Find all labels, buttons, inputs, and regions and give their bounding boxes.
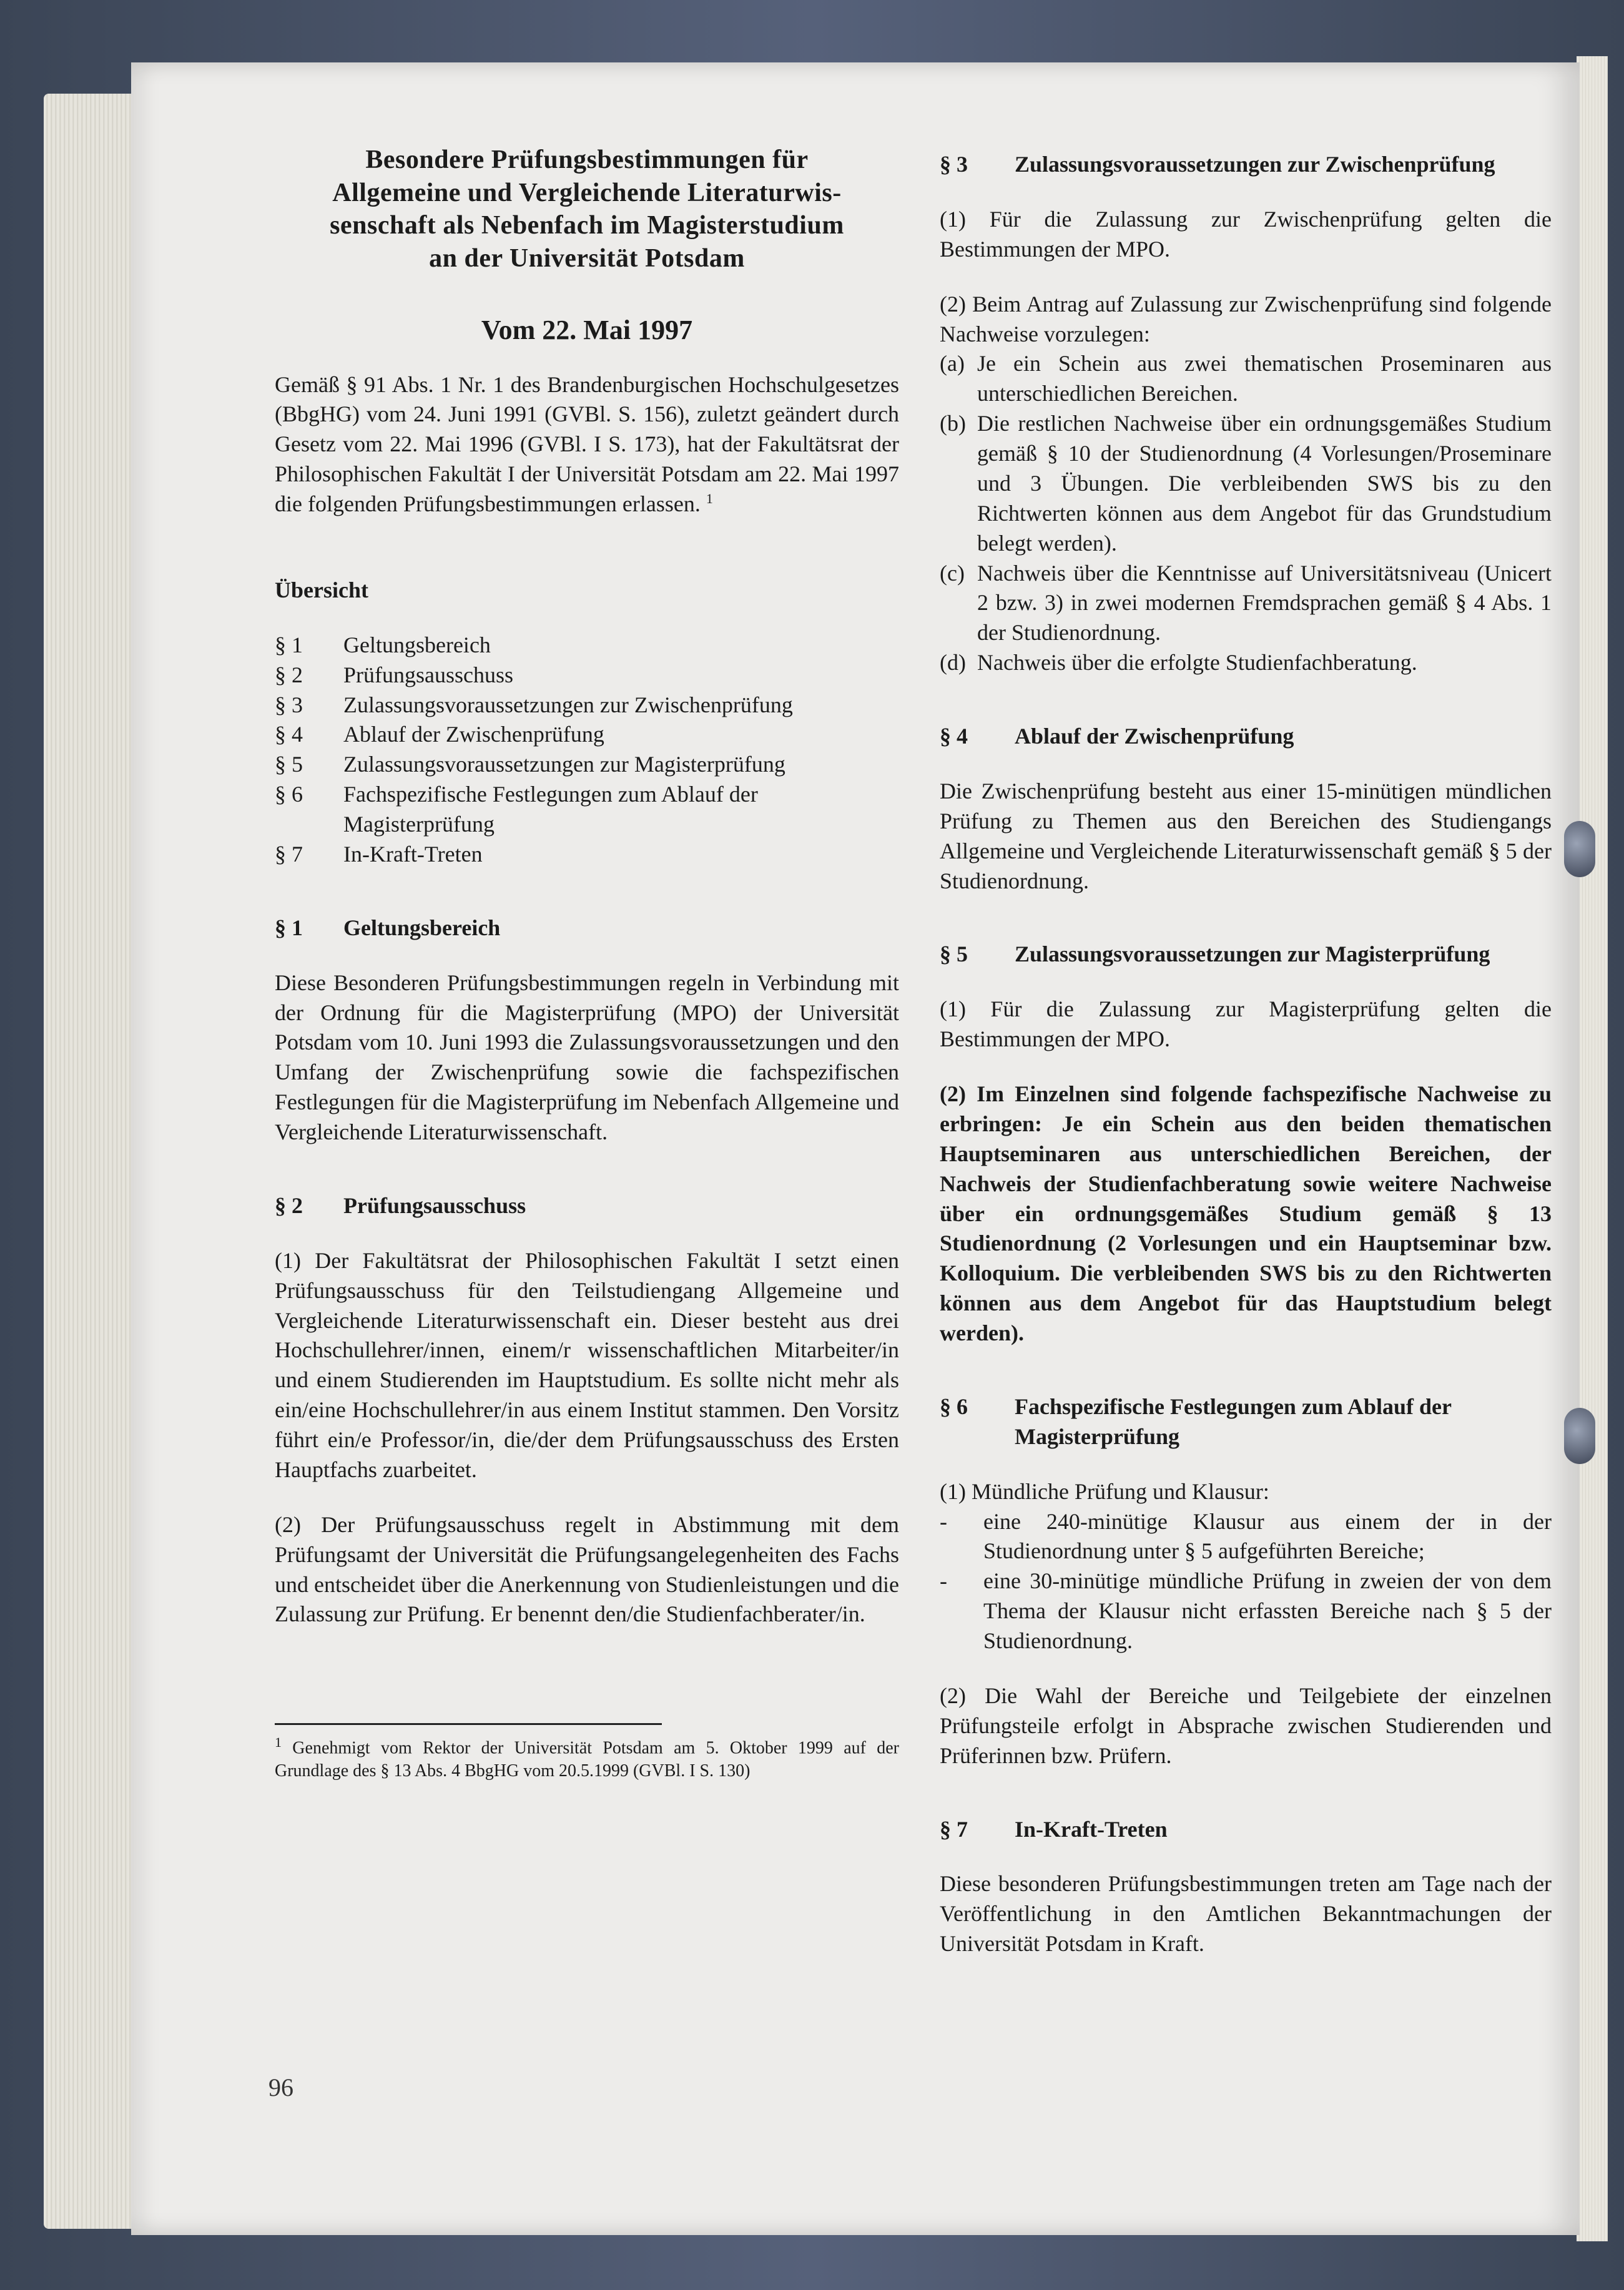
list-item: (a) Je ein Schein aus zwei thematischen Proseminaren aus unterschiedlichen Bereichen. bbox=[940, 351, 1552, 406]
list-item: (d) Nachweis über die erfolgte Studienfachberatung. bbox=[940, 650, 1417, 676]
list-item: (b) Die restlichen Nachweise über ein ordnungsgemäßes Studium gemäß § 10 der Studienordnung (4 Vorlesungen/Proseminare und 3 Übungen. Die verbleibenden SWS bis zu den Richtwerten können aus dem Angebot für das Grundstudium belegt werden). bbox=[940, 411, 1552, 556]
document-date: Vom 22. Mai 1997 bbox=[481, 315, 693, 345]
footnote-divider bbox=[275, 1723, 662, 1725]
toc-item: § 5 Zulassungsvoraussetzungen zur Magisterprüfung bbox=[275, 752, 785, 777]
section-4-text: Die Zwischenprüfung besteht aus einer 15-minütigen mündlichen Prüfung zu Themen aus den Bereichen des Studiengangs Allgemeine und Vergleichende Literaturwissenschaft gemäß § 5 der Studienordnung. bbox=[940, 778, 1552, 893]
toc-item: § 1 Geltungsbereich bbox=[275, 632, 491, 657]
section-7-text: Diese besonderen Prüfungsbestimmungen treten am Tage nach der Veröffentlichung in den Amtlichen Bekanntmachungen der Universität Potsdam in Kraft. bbox=[940, 1871, 1552, 1957]
right-column bbox=[940, 150, 1552, 1959]
toc-title: Übersicht bbox=[275, 577, 368, 602]
toc-item: § 6 Fachspezifische Festlegungen zum Ablauf der Magisterprüfung bbox=[275, 782, 758, 837]
list-item: - eine 30-minütige mündliche Prüfung in zweien der von dem Thema der Klausur nicht erfassten Bereiche nach § 5 der Studienordnung. bbox=[940, 1568, 1552, 1653]
section-2-paragraph-2: (2) Der Prüfungsausschuss regelt in Abstimmung mit dem Prüfungsamt der Universität die Prüfungsangelegenheiten des Fachs und entscheidet über die Anerkennung von Studienleistungen und die Zulassung zur Prüfung. Er benennt den/die Studienfachberater/in. bbox=[275, 1511, 899, 1627]
section-3-paragraph-1: (1) Für die Zulassung zur Zwischenprüfung gelten die Bestimmungen der MPO. bbox=[940, 206, 1552, 262]
toc-item: § 4 Ablauf der Zwischenprüfung bbox=[275, 722, 604, 747]
list-item: (c) Nachweis über die Kenntnisse auf Universitätsniveau (Unicert 2 bzw. 3) in zwei modernen Fremdsprachen gemäß § 4 Abs. 1 der Studienordnung. bbox=[940, 560, 1552, 646]
toc-item: § 7 In-Kraft-Treten bbox=[275, 841, 483, 867]
section-6-paragraph-2: (2) Die Wahl der Bereiche und Teilgebiete der einzelnen Prüfungsteile erfolgt in Absprache zwischen Studierenden und Prüferinnen bzw. Prüfern. bbox=[940, 1683, 1552, 1768]
section-2-paragraph-1: (1) Der Fakultätsrat der Philosophischen Fakultät I setzt einen Prüfungsausschuss für den Teilstudiengang Allgemeine und Vergleichende Literaturwissenschaft ein. Dieser besteht aus drei Hochschullehrer/innen, einem/r wissenschaftlichen Mitarbeiter/in und einem Studierenden im Hauptstudium. Es sollte nicht mehr als ein/eine Hochschullehrer/in aus einem Institut stammen. Den Vorsitz führt ein/e Professor/in, die/der dem Prüfungsausschuss des Ersten Hauptfachs zuarbeitet. bbox=[275, 1247, 899, 1482]
section-7-heading: § 7 In-Kraft-Treten bbox=[940, 1816, 1168, 1842]
left-column bbox=[275, 144, 899, 1782]
section-3-heading: § 3 Zulassungsvoraussetzungen zur Zwischenprüfung bbox=[940, 152, 1495, 177]
toc-item: § 3 Zulassungsvoraussetzungen zur Zwischenprüfung bbox=[275, 692, 793, 717]
right-page-edge bbox=[1577, 56, 1608, 2241]
page-number: 96 bbox=[268, 2073, 293, 2101]
section-4-heading: § 4 Ablauf der Zwischenprüfung bbox=[940, 724, 1294, 749]
section-6-paragraph-1: (1) Mündliche Prüfung und Klausur: bbox=[940, 1478, 1269, 1504]
binder-ring-icon bbox=[1564, 821, 1595, 877]
section-6-heading: § 6 Fachspezifische Festlegungen zum Ablauf der Magisterprüfung bbox=[940, 1393, 1452, 1449]
toc-item: § 2 Prüfungsausschuss bbox=[275, 662, 514, 687]
list-item: - eine 240-minütige Klausur aus einem der in der Studienordnung unter § 5 aufgeführten Bereiche; bbox=[940, 1508, 1552, 1564]
section-5-heading: § 5 Zulassungsvoraussetzungen zur Magisterprüfung bbox=[940, 941, 1490, 967]
section-3-paragraph-2: (2) Beim Antrag auf Zulassung zur Zwischenprüfung sind folgende Nachweise vorzulegen: bbox=[940, 291, 1552, 346]
section-1-heading: § 1 Geltungsbereich bbox=[275, 915, 501, 940]
section-5-paragraph-1: (1) Für die Zulassung zur Magisterprüfung gelten die Bestimmungen der MPO. bbox=[940, 996, 1552, 1052]
preamble: Gemäß § 91 Abs. 1 Nr. 1 des Brandenburgischen Hochschulgesetzes (BbgHG) vom 24. Juni 1991 (GVBl. S. 156), zuletzt geändert durch Gesetz vom 22. Mai 1996 (GVBl. I S. 173), hat der Fakultätsrat der Philosophischen Fakultät I der Universität Potsdam am 22. Mai 1997 die folgenden Prüfungsbestimmungen erlassen. $^1$ bbox=[275, 371, 899, 517]
section-5-paragraph-2: (2) Im Einzelnen sind folgende fachspezifische Nachweise zu erbringen: Je ein Schein aus den beiden thematischen Hauptseminaren aus unterschiedlichen Bereichen, der Nachweis der Studienfachberatung sowie weitere Nachweise über ein ordnungsgemäßes Studium gemäß § 13 Studienordnung (2 Vorlesungen und ein Hauptseminar bzw. Kolloquium. Die verbleibenden SWS bis zu den Richtwerten können aus dem Angebot für das Hauptstudium belegt werden). bbox=[940, 1081, 1552, 1345]
footnote-mark: 1 bbox=[706, 491, 713, 507]
table-of-contents bbox=[275, 631, 899, 870]
section-2-heading: § 2 Prüfungsausschuss bbox=[275, 1192, 526, 1218]
section-1-text: Diese Besonderen Prüfungsbestimmungen regeln in Verbindung mit der Ordnung für die Magisterprüfung (MPO) der Universität Potsdam vom 10. Juni 1993 die Zulassungsvoraussetzungen und den Umfang der Zwischenprüfung sowie die fachspezifischen Festlegungen für die Magisterprüfung im Nebenfach Allgemeine und Vergleichende Literaturwissenschaft. bbox=[275, 970, 899, 1145]
footnote: $^1$ Genehmigt vom Rektor der Universität Potsdam am 5. Oktober 1999 auf der Grundlage des § 13 Abs. 4 BbgHG vom 20.5.1999 (GVBl. I S. 130) bbox=[275, 1734, 900, 1781]
binder-ring-icon bbox=[1564, 1408, 1595, 1464]
document-title: Besondere Prüfungsbestimmungen für Allgemeine und Vergleichende Literaturwis- senschaft als Nebenfach im Magisterstudium an der Universität Potsdam bbox=[330, 145, 844, 273]
